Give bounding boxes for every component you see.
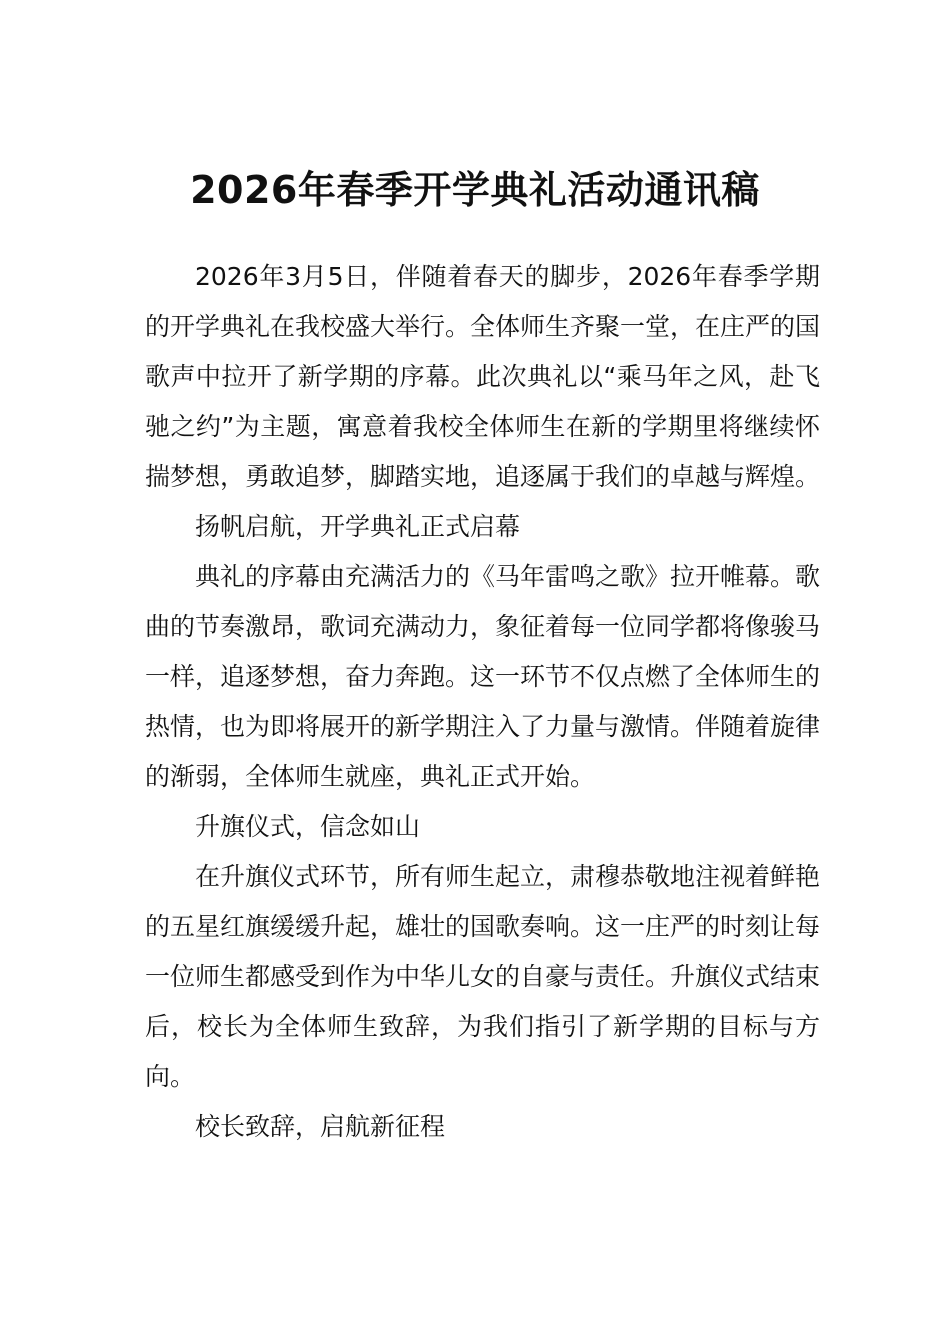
document-body	[145, 252, 820, 1152]
document-title: 2026年春季开学典礼活动通讯稿	[190, 168, 760, 213]
section-heading-flag-raising: 升旗仪式，信念如山	[195, 812, 421, 841]
opening-paragraph: 典礼的序幕由充满活力的《马年雷鸣之歌》拉开帷幕。歌曲的节奏激昂，歌词充满动力，象征着每一位同学都将像骏马一样，追逐梦想，奋力奔跑。这一环节不仅点燃了全体师生的热情，也为即将展开的新学期注入了力量与激情。伴随着旋律的渐弱，全体师生就座，典礼正式开始。	[145, 562, 821, 791]
intro-paragraph: 2026年3月5日，伴随着春天的脚步，2026年春季学期的开学典礼在我校盛大举行。全体师生齐聚一堂，在庄严的国歌声中拉开了新学期的序幕。此次典礼以“乘马年之风，赴飞驰之约”为主题，寓意着我校全体师生在新的学期里将继续怀揣梦想，勇敢追梦，脚踏实地，追逐属于我们的卓越与辉煌。	[145, 262, 821, 491]
section-heading-principal-speech: 校长致辞，启航新征程	[195, 1112, 446, 1141]
section-heading-opening: 扬帆启航，开学典礼正式启幕	[195, 512, 521, 541]
flag-raising-paragraph: 在升旗仪式环节，所有师生起立，肃穆恭敬地注视着鲜艳的五星红旗缓缓升起，雄壮的国歌奏响。这一庄严的时刻让每一位师生都感受到作为中华儿女的自豪与责任。升旗仪式结束后，校长为全体师生致辞，为我们指引了新学期的目标与方向。	[145, 862, 821, 1091]
